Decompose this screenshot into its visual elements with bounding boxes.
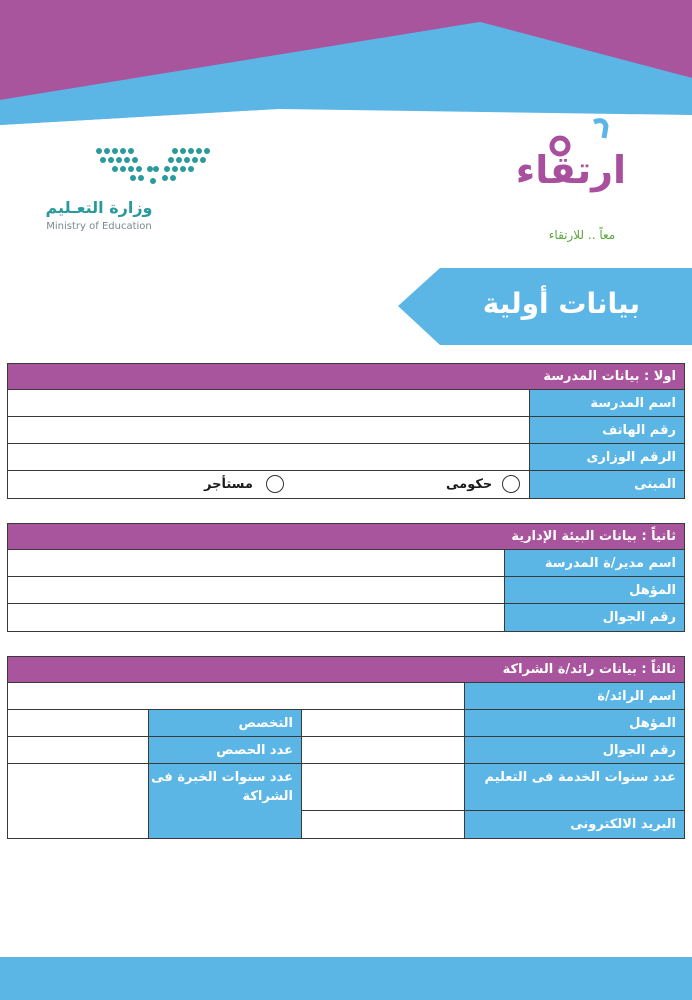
school-name-field[interactable] <box>8 390 529 416</box>
school-name-label: اسم المدرسة <box>529 390 684 416</box>
leader-qualification-row <box>8 710 684 737</box>
leader-name-row <box>8 683 684 710</box>
leader-qualification-label: المؤهل <box>464 710 684 736</box>
ministry-name-ar: وزارة التعـليم <box>45 198 153 217</box>
classes-count-field[interactable] <box>8 737 148 763</box>
footer-bar <box>0 957 692 1000</box>
leader-mobile-label: رقم الجوال <box>464 737 684 763</box>
section-header: ثانياً : بيانات البيئة الإدارية <box>8 524 684 550</box>
partnership-leader-section <box>7 656 685 839</box>
program-slogan: معاً .. للارتقاء <box>548 228 616 242</box>
service-years-label: عدد سنوات الخدمة فى التعليم <box>464 764 684 811</box>
leader-name-field[interactable] <box>8 683 464 709</box>
section-header: اولا : بيانات المدرسة <box>8 364 684 390</box>
partnership-years-field[interactable] <box>8 764 148 838</box>
classes-count-label: عدد الحصص <box>148 737 301 763</box>
specialization-label: التخصص <box>148 710 301 736</box>
phone-field[interactable] <box>8 417 529 443</box>
mobile-label: رقم الجوال <box>504 604 684 631</box>
gov-option-label: حكومى <box>446 477 493 492</box>
phone-label: رقم الهاتف <box>529 417 684 443</box>
leader-qualification-field[interactable] <box>301 710 464 736</box>
school-name-row <box>8 390 684 417</box>
mobile-row <box>8 604 684 631</box>
qualification-row <box>8 577 684 604</box>
partnership-years-label: عدد سنوات الخبرة فى الشراكة <box>148 764 301 838</box>
mobile-field[interactable] <box>8 604 504 631</box>
service-years-field[interactable] <box>301 764 464 811</box>
rented-option-label: مستأجر <box>204 477 253 492</box>
admin-data-section <box>7 523 685 632</box>
ministry-number-field[interactable] <box>8 444 529 470</box>
ministry-logo-icon <box>95 145 213 190</box>
years-block <box>8 764 684 838</box>
principal-name-label: اسم مدير/ة المدرسة <box>504 550 684 576</box>
school-data-section <box>7 363 685 499</box>
principal-row <box>8 550 684 577</box>
ministry-name-en: Ministry of Education <box>46 221 152 232</box>
program-name: ارتقاء <box>515 148 626 192</box>
section-header: ثالثاً : بيانات رائد/ة الشراكة <box>8 657 684 683</box>
building-row <box>8 471 684 498</box>
leader-mobile-field[interactable] <box>301 737 464 763</box>
qualification-field[interactable] <box>8 577 504 603</box>
ministry-number-label: الرقم الوزارى <box>529 444 684 470</box>
principal-name-field[interactable] <box>8 550 504 576</box>
leader-name-label: اسم الرائد/ة <box>464 683 684 709</box>
ministry-number-row <box>8 444 684 471</box>
building-label: المبنى <box>529 471 684 498</box>
specialization-field[interactable] <box>8 710 148 736</box>
phone-row <box>8 417 684 444</box>
qualification-label: المؤهل <box>504 577 684 603</box>
rented-radio[interactable] <box>266 475 284 493</box>
email-label: البريد الالكترونى <box>464 811 684 838</box>
email-field[interactable] <box>301 811 464 838</box>
page-title: بيانات أولية <box>482 287 640 320</box>
gov-radio[interactable] <box>502 475 520 493</box>
leader-mobile-row <box>8 737 684 764</box>
building-field <box>8 471 529 498</box>
